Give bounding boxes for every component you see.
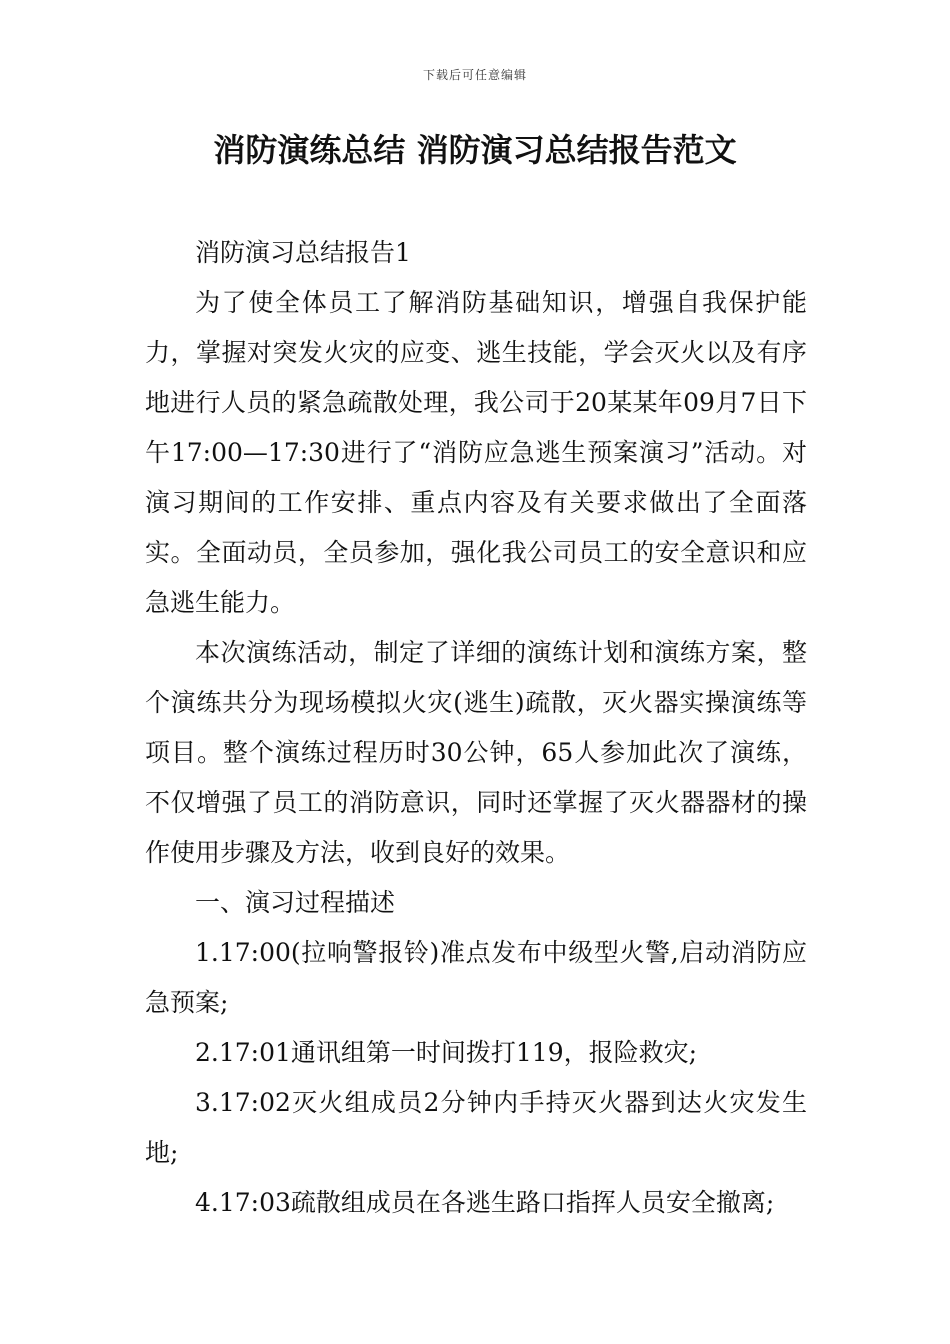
list-item: 3.17:02灭火组成员2分钟内手持灭火器到达火灾发生地; xyxy=(145,1088,807,1167)
paragraph: 本次演练活动，制定了详细的演练计划和演练方案，整个演练共分为现场模拟火灾(逃生)疏散，灭火器实操演练等项目。整个演练过程历时30公钟，65人参加此次了演练，不仅增强了员工的消防意识，同时还掌握了灭火器器材的操作使用步骤及方法，收到良好的效果。 xyxy=(145,638,807,867)
section-heading: 一、演习过程描述 xyxy=(195,888,396,917)
paragraph: 为了使全体员工了解消防基础知识，增强自我保护能力，掌握对突发火灾的应变、逃生技能，学会灭火以及有序地进行人员的紧急疏散处理，我公司于20某某年09月7日下午17:00—17:30进行了“消防应急逃生预案演习”活动。对演习期间的工作安排、重点内容及有关要求做出了全面落实。全面动员，全员参加，强化我公司员工的安全意识和应急逃生能力。 xyxy=(145,288,807,617)
list-item: 2.17:01通讯组第一时间拨打119，报险救灾; xyxy=(195,1038,698,1067)
section-heading: 消防演习总结报告1 xyxy=(195,238,411,267)
document-title: 消防演练总结 消防演习总结报告范文 xyxy=(213,131,737,169)
document-body xyxy=(145,228,807,1228)
list-item: 1.17:00(拉响警报铃)准点发布中级型火警,启动消防应急预案; xyxy=(145,938,807,1017)
list-item: 4.17:03疏散组成员在各逃生路口指挥人员安全撤离; xyxy=(195,1188,775,1217)
header-note: 下载后可任意编辑 xyxy=(422,68,527,82)
